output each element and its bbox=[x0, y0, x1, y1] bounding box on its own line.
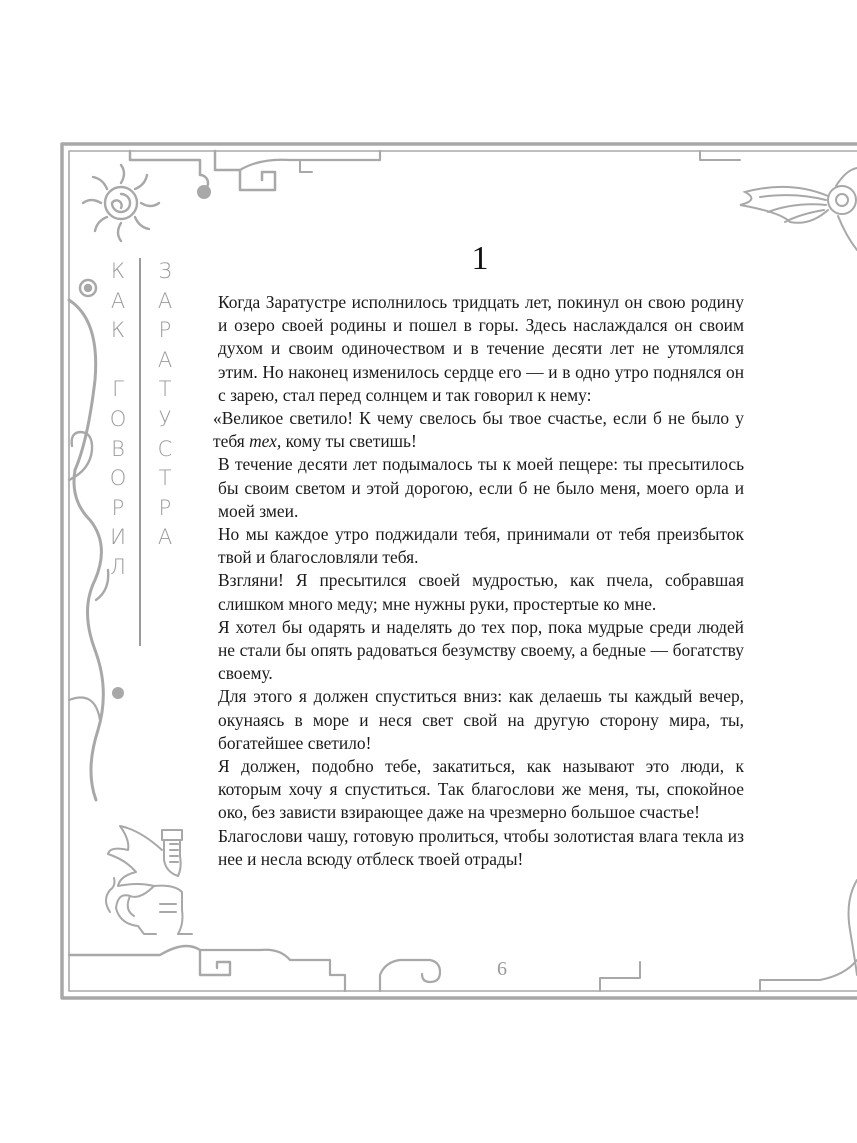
winged-disk-icon bbox=[740, 168, 857, 250]
title-letter: К bbox=[110, 259, 126, 283]
paragraph: Я хотел бы одарять и наделять до тех пор, пока мудрые среди людей не стали бы опять радоваться безумству своему, а бедные — богатству своему. bbox=[218, 616, 744, 684]
title-letter: О bbox=[109, 466, 127, 491]
paragraph: Я должен, подобно тебе, закатиться, как называют это люди, к которым хочу я спуститься. Так благослови же меня, ты, спокойное око, без зависти взирающее даже на чрезмерно большое счастье! bbox=[218, 756, 744, 823]
title-letter: А bbox=[157, 288, 173, 313]
vertical-title-left bbox=[106, 257, 130, 583]
page-number: 6 bbox=[497, 958, 507, 980]
title-letter: Р bbox=[111, 495, 125, 520]
paragraph: Взгляни! Я пресытился своей мудростью, как пчела, собравшая слишком много меду; мне нужны руки, простертые ко мне. bbox=[218, 570, 744, 614]
vertical-title-right bbox=[153, 257, 177, 553]
title-letter: А bbox=[110, 288, 126, 313]
title-letter: Р bbox=[158, 495, 172, 520]
title-letter: О bbox=[109, 406, 127, 431]
winged-lion-icon bbox=[106, 826, 192, 934]
title-letter: Т bbox=[158, 466, 172, 491]
title-letter: И bbox=[110, 525, 126, 550]
paragraph-text: «Великое светило! К чему свелось бы твое счастье, если б не было у тебя bbox=[213, 408, 744, 452]
paragraph: Но мы каждое утро поджидали тебя, принимали от тебя преизбыток твой и благословляли тебя. bbox=[218, 524, 744, 568]
title-letter: З bbox=[158, 259, 172, 283]
title-letter: У bbox=[158, 406, 172, 431]
title-letter: А bbox=[157, 347, 173, 372]
paragraph-text: кому ты светишь! bbox=[281, 431, 417, 452]
title-letter: Р bbox=[158, 318, 172, 343]
paragraph: Для этого я должен спуститься вниз: как делаешь ты каждый вечер, окунаясь в море и неся свет свой на другую сторону мира, ты, богатейшее светило! bbox=[218, 686, 744, 753]
vertical-title-divider bbox=[139, 258, 141, 646]
paragraph: Когда Заратустре исполнилось тридцать лет, покинул он свою родину и озеро своей родины и пошел в горы. Здесь наслаждался он своим духом и своим одиночеством и в течение десяти лет не утомлялся этим. Но наконец изменилось сердце его — и в одно утро поднялся он с зарею, стал перед солнцем и так говорил к нему: bbox=[218, 292, 744, 405]
title-letter: А bbox=[157, 525, 173, 550]
title-letter: Г bbox=[112, 377, 124, 402]
emphasis-text: тех, bbox=[249, 431, 282, 452]
title-letter: К bbox=[110, 318, 126, 343]
paragraph: В течение десяти лет подымалось ты к моей пещере: ты пресытилось бы своим светом и этой дорогою, если б не было меня, моего орла и моей змеи. bbox=[218, 454, 744, 521]
title-letter: С bbox=[157, 436, 173, 461]
paragraph bbox=[213, 407, 744, 453]
sun-icon bbox=[83, 165, 159, 241]
title-letter: Т bbox=[158, 377, 172, 402]
paragraph: Благослови чашу, готовую пролиться, чтобы золотистая влага текла из нее и несла всюду отблеск твоей отрады! bbox=[218, 825, 744, 869]
title-letter: Л bbox=[110, 554, 126, 579]
chapter-number: 1 bbox=[471, 240, 489, 277]
chapter-body bbox=[213, 291, 744, 871]
title-letter: В bbox=[111, 436, 125, 461]
